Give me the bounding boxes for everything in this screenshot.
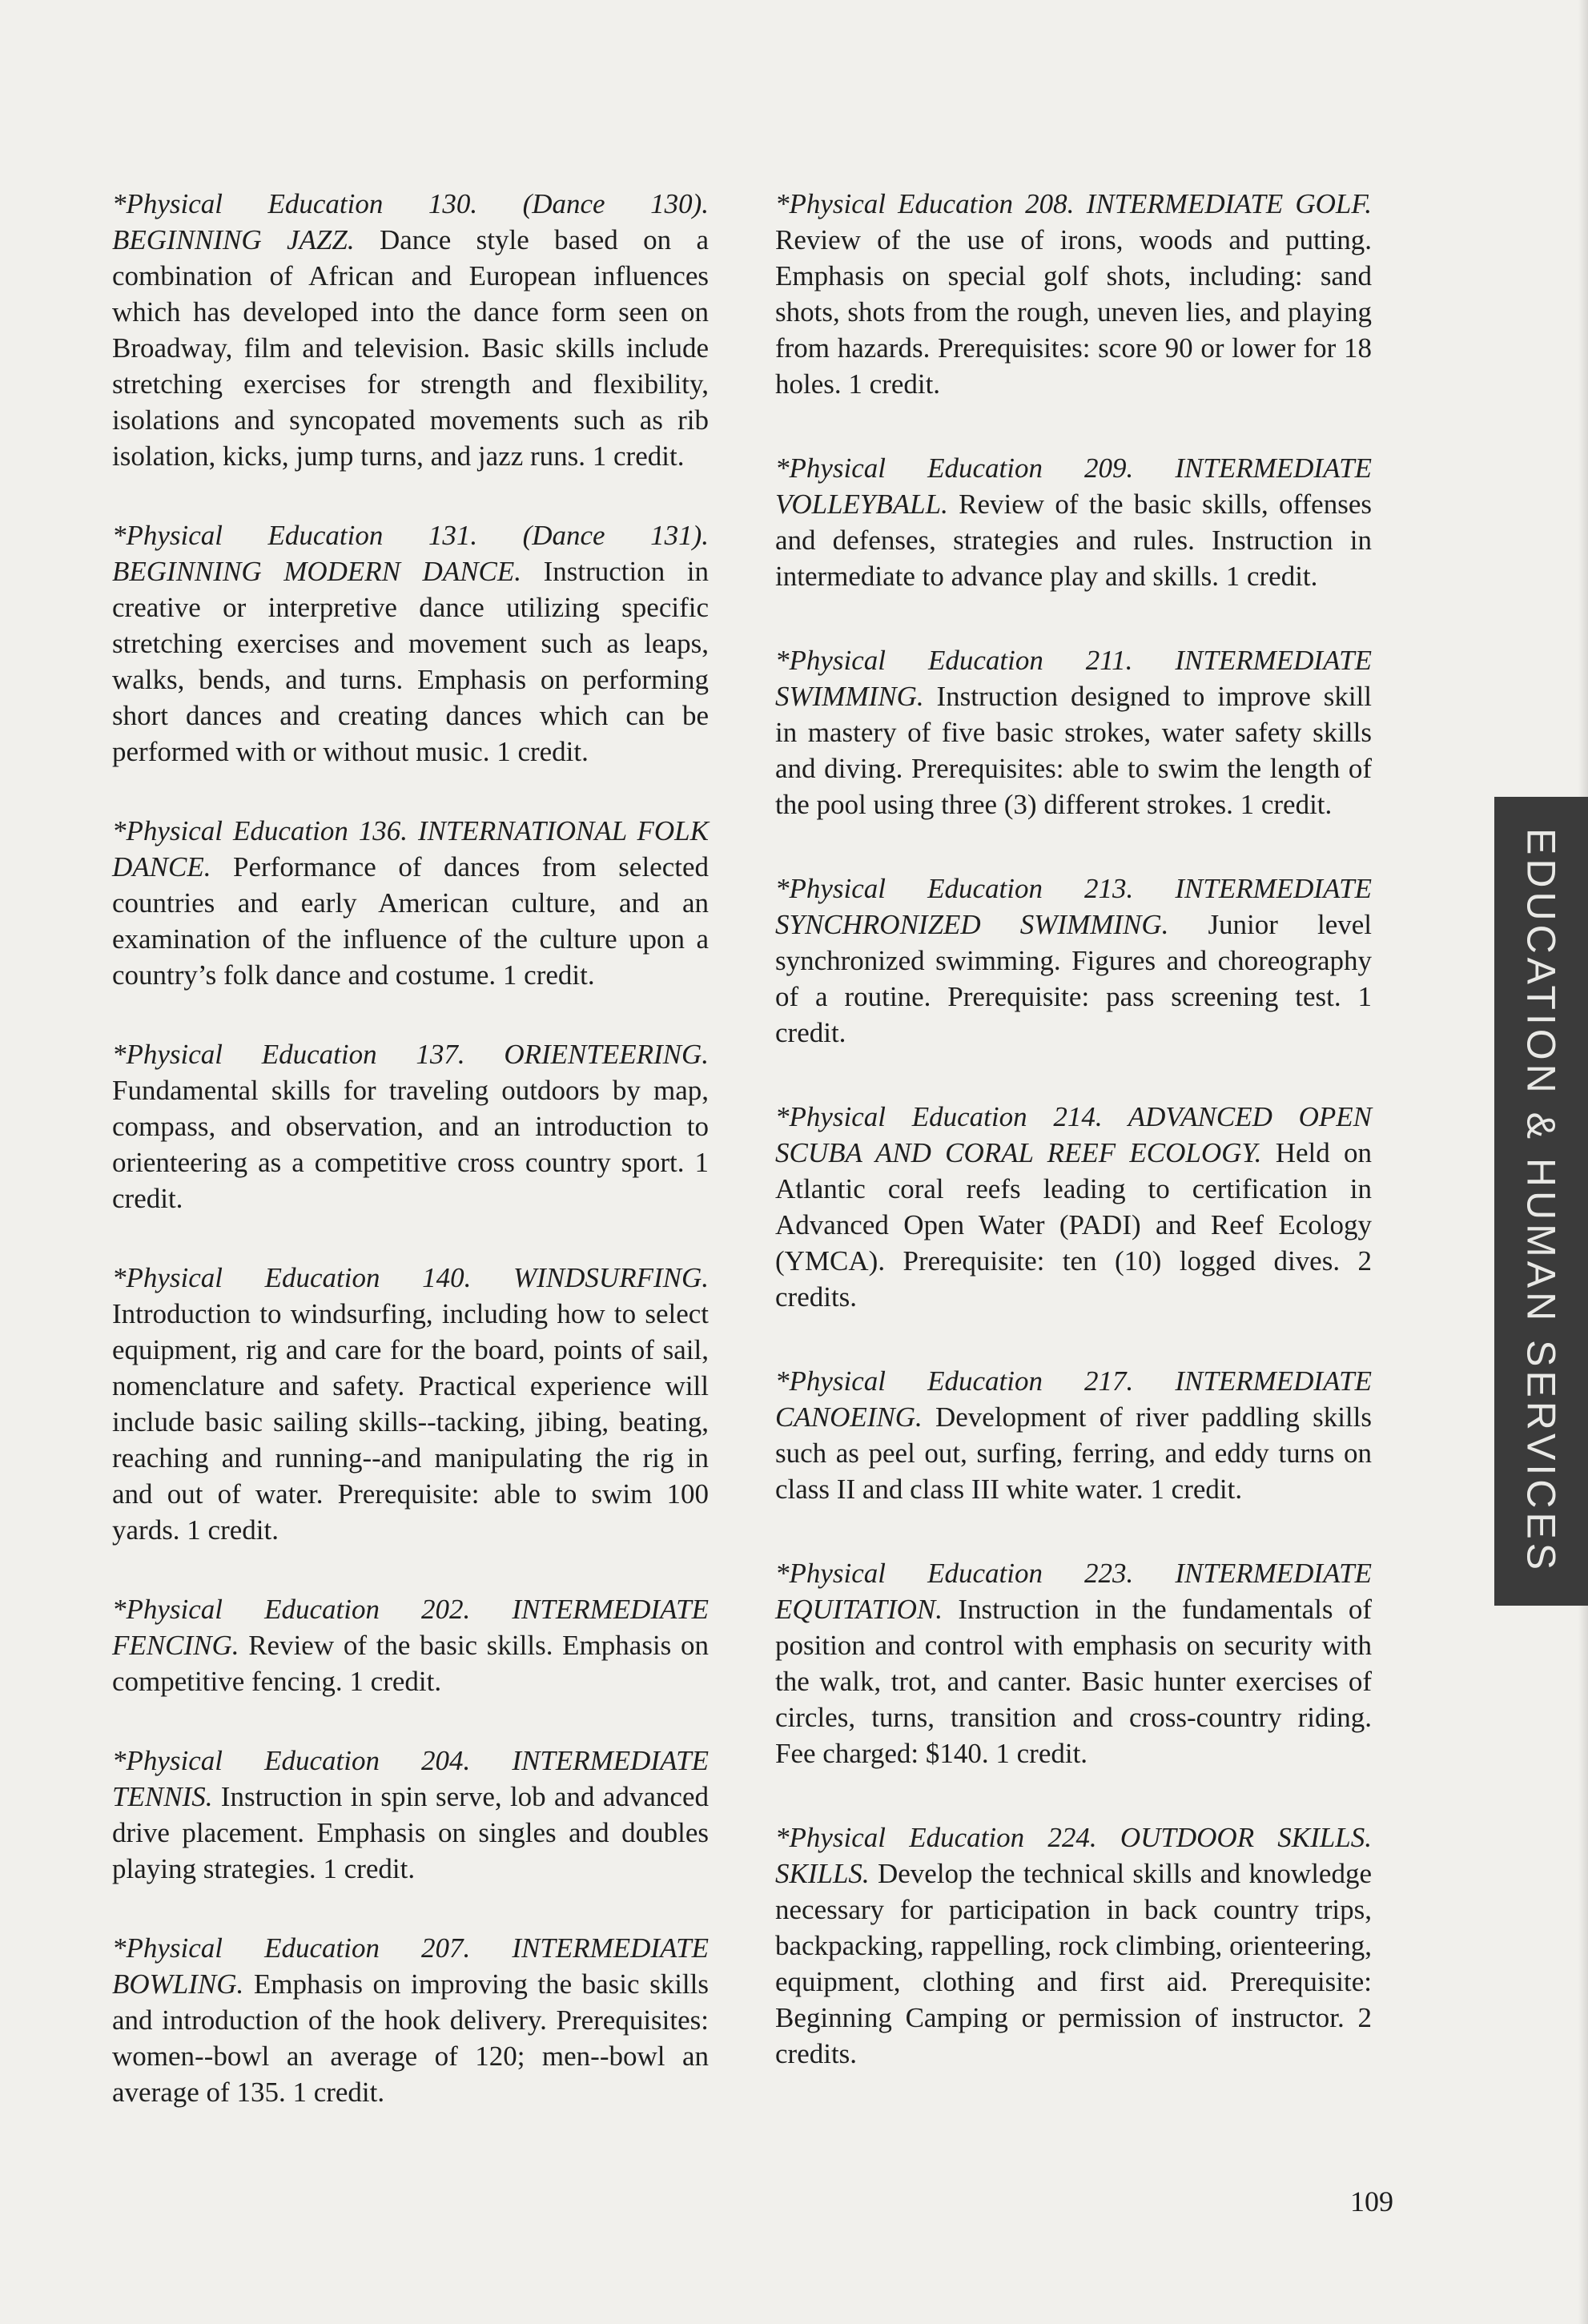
course-heading: *Physical Education 130. (Dance 130). BEGINNING JAZZ. xyxy=(112,188,709,255)
course-heading: *Physical Education 131. (Dance 131). BEGINNING MODERN DANCE. xyxy=(112,520,709,587)
course-heading: *Physical Education 204. INTERMEDIATE TENNIS. xyxy=(112,1745,709,1812)
course-heading: *Physical Education 140. WINDSURFING. xyxy=(112,1262,709,1293)
course-entry-pe-224 xyxy=(775,1819,1372,2072)
right-column xyxy=(775,186,1372,2120)
course-entry-pe-204 xyxy=(112,1743,709,1887)
course-heading: *Physical Education 213. INTERMEDIATE SYNCHRONIZED SWIMMING. xyxy=(775,873,1372,940)
section-tab-label: EDUCATION & HUMAN SERVICES xyxy=(1518,828,1564,1574)
course-heading: *Physical Education 217. INTERMEDIATE CANOEING. xyxy=(775,1365,1372,1433)
course-description: Development of river paddling skills such as peel out, surfing, ferring, and eddy turns on class II and class III white water. 1 credit. xyxy=(775,1401,1372,1505)
course-entry-pe-130 xyxy=(112,186,709,474)
course-description: Review of the basic skills. Emphasis on competitive fencing. 1 credit. xyxy=(112,1630,709,1697)
section-tab xyxy=(1494,797,1588,1606)
course-entry-pe-131 xyxy=(112,517,709,770)
course-description: Instruction designed to improve skill in mastery of five basic strokes, water safety skills and diving. Prerequisites: able to swim the length of the pool using three (3) different strokes. 1 credit. xyxy=(775,681,1372,820)
course-entry-pe-209 xyxy=(775,450,1372,594)
course-entry-pe-136 xyxy=(112,813,709,993)
course-description: Introduction to windsurfing, including how to select equipment, rig and care for the board, points of sail, nomenclature and safety. Practical experience will include basic sailing skills--tacking, jibing, beating, reaching and running--and manipulating the rig in and out of water. Prerequisite: able to swim 100 yards. 1 credit. xyxy=(112,1298,709,1546)
course-description: Fundamental skills for traveling outdoors by map, compass, and observation, and an introduction to orienteering as a competitive cross country sport. 1 credit. xyxy=(112,1075,709,1214)
course-description: Dance style based on a combination of African and European influences which has developed into the dance form seen on Broadway, film and television. Basic skills include stretching exercises for strength and flexibility, isolations and syncopated movements such as rib isolation, kicks, jump turns, and jazz runs. 1 credit. xyxy=(112,224,709,472)
course-entry-pe-213 xyxy=(775,870,1372,1051)
course-heading: *Physical Education 211. INTERMEDIATE SWIMMING. xyxy=(775,645,1372,712)
course-entry-pe-223 xyxy=(775,1555,1372,1771)
course-description: Instruction in the fundamentals of position and control with emphasis on security with the walk, trot, and canter. Basic hunter exercises of circles, turns, transition and cross-country riding. Fee charged: $140. 1 credit. xyxy=(775,1594,1372,1769)
course-entry-pe-202 xyxy=(112,1591,709,1699)
course-description: Review of the use of irons, woods and putting. Emphasis on special golf shots, including: sand shots, shots from the rough, uneven lies, and playing from hazards. Prerequisites: score 90 or lower for 18 holes. 1 credit. xyxy=(775,224,1372,400)
course-entry-pe-208 xyxy=(775,186,1372,402)
course-heading: *Physical Education 224. OUTDOOR SKILLS. SKILLS. xyxy=(775,1822,1372,1889)
course-heading: *Physical Education 209. INTERMEDIATE VOLLEYBALL. xyxy=(775,452,1372,520)
course-entry-pe-207 xyxy=(112,1930,709,2110)
course-entry-pe-214 xyxy=(775,1099,1372,1315)
course-description: Junior level synchronized swimming. Figures and choreography of a routine. Prerequisite: pass screening test. 1 credit. xyxy=(775,909,1372,1048)
course-description: Instruction in spin serve, lob and advanced drive placement. Emphasis on singles and doubles playing strategies. 1 credit. xyxy=(112,1781,710,1884)
course-entry-pe-211 xyxy=(775,642,1372,822)
course-heading: *Physical Education 202. INTERMEDIATE FENCING. xyxy=(112,1594,709,1661)
course-heading: *Physical Education 208. INTERMEDIATE GOLF. xyxy=(775,188,1372,219)
page-number: 109 xyxy=(1350,2185,1393,2217)
course-description: Emphasis on improving the basic skills and introduction of the hook delivery. Prerequisites: women--bowl an average of 120; men--bowl an average of 135. 1 credit. xyxy=(112,1968,709,2108)
course-description: Review of the basic skills, offenses and defenses, strategies and rules. Instruction in intermediate to advance play and skills. 1 credit. xyxy=(775,489,1372,592)
course-entry-pe-140 xyxy=(112,1260,709,1548)
course-description: Develop the technical skills and knowledge necessary for participation in back country trips, backpacking, rappelling, rock climbing, orienteering, equipment, clothing and first aid. Prerequisite: Beginning Camping or permission of instructor. 2 credits. xyxy=(775,1858,1372,2069)
course-heading: *Physical Education 137. ORIENTEERING. xyxy=(112,1039,709,1070)
course-description: Held on Atlantic coral reefs leading to certification in Advanced Open Water (PADI) and Reef Ecology (YMCA). Prerequisite: ten (10) logged dives. 2 credits. xyxy=(775,1137,1372,1313)
course-description: Performance of dances from selected countries and early American culture, and an examination of the influence of the culture upon a country’s folk dance and costume. 1 credit. xyxy=(112,851,710,991)
course-entry-pe-217 xyxy=(775,1363,1372,1507)
course-entry-pe-137 xyxy=(112,1036,709,1216)
course-heading: *Physical Education 136. INTERNATIONAL FOLK DANCE. xyxy=(112,815,709,883)
course-heading: *Physical Education 223. INTERMEDIATE EQUITATION. xyxy=(775,1558,1372,1625)
course-heading: *Physical Education 207. INTERMEDIATE BOWLING. xyxy=(112,1932,709,2000)
course-heading: *Physical Education 214. ADVANCED OPEN SCUBA AND CORAL REEF ECOLOGY. xyxy=(775,1101,1372,1168)
left-column xyxy=(112,186,709,2153)
course-description: Instruction in creative or interpretive dance utilizing specific stretching exercises and movement such as leaps, walks, bends, and turns. Emphasis on performing short dances and creating dances which can be performed with or without music. 1 credit. xyxy=(112,556,709,767)
